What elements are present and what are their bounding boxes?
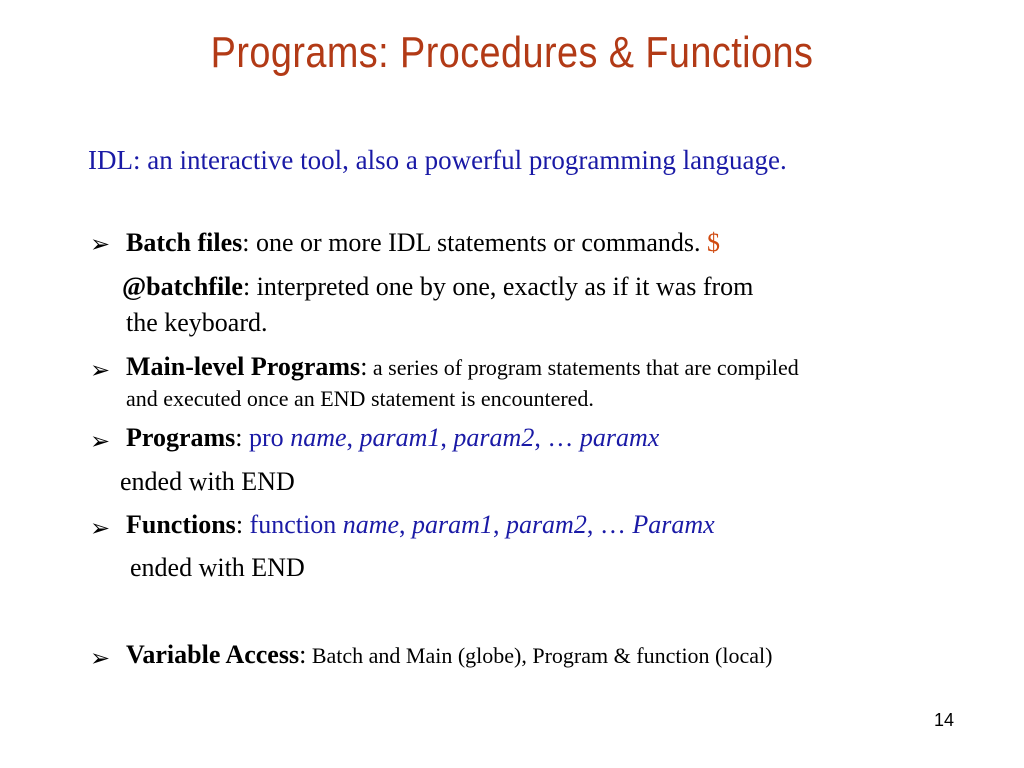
bullet-functions: Functions: function name, param1, param2, … Paramx bbox=[126, 510, 715, 539]
bullet-arrow-icon: ➢ bbox=[90, 514, 111, 542]
term-functions: Functions bbox=[126, 510, 236, 539]
term-batch-files: Batch files bbox=[126, 228, 243, 257]
term-main-level: Main-level Programs bbox=[126, 352, 361, 381]
functions-ended: ended with END bbox=[130, 553, 305, 582]
bullet-main-level: Main-level Programs: a series of program statements that are compiled bbox=[126, 352, 799, 381]
dollar-sign: $ bbox=[707, 228, 721, 257]
intro-text: IDL: an interactive tool, also a powerful programming language. bbox=[88, 145, 787, 175]
bullet-arrow-icon: ➢ bbox=[90, 427, 111, 455]
bullet-arrow-icon: ➢ bbox=[90, 644, 111, 672]
term-variable-access: Variable Access bbox=[126, 640, 300, 669]
bullet-arrow-icon: ➢ bbox=[90, 230, 111, 258]
slide-title: Programs: Procedures & Functions bbox=[210, 28, 814, 77]
term-batchfile: @batchfile bbox=[122, 272, 243, 301]
batch-at-line: @batchfile: interpreted one by one, exactly as if it was from bbox=[122, 272, 754, 301]
bullet-programs: Programs: pro name, param1, param2, … paramx bbox=[126, 423, 660, 452]
bullet-batch-files: Batch files: one or more IDL statements or commands. $ bbox=[126, 228, 721, 257]
programs-ended: ended with END bbox=[120, 467, 295, 496]
batch-continuation: the keyboard. bbox=[126, 308, 268, 337]
term-programs: Programs bbox=[126, 423, 236, 452]
main-continuation: and executed once an END statement is encountered. bbox=[126, 386, 594, 411]
page-number: 14 bbox=[933, 710, 954, 730]
bullet-variable-access: Variable Access: Batch and Main (globe), Program & function (local) bbox=[126, 640, 773, 669]
bullet-arrow-icon: ➢ bbox=[90, 356, 111, 384]
